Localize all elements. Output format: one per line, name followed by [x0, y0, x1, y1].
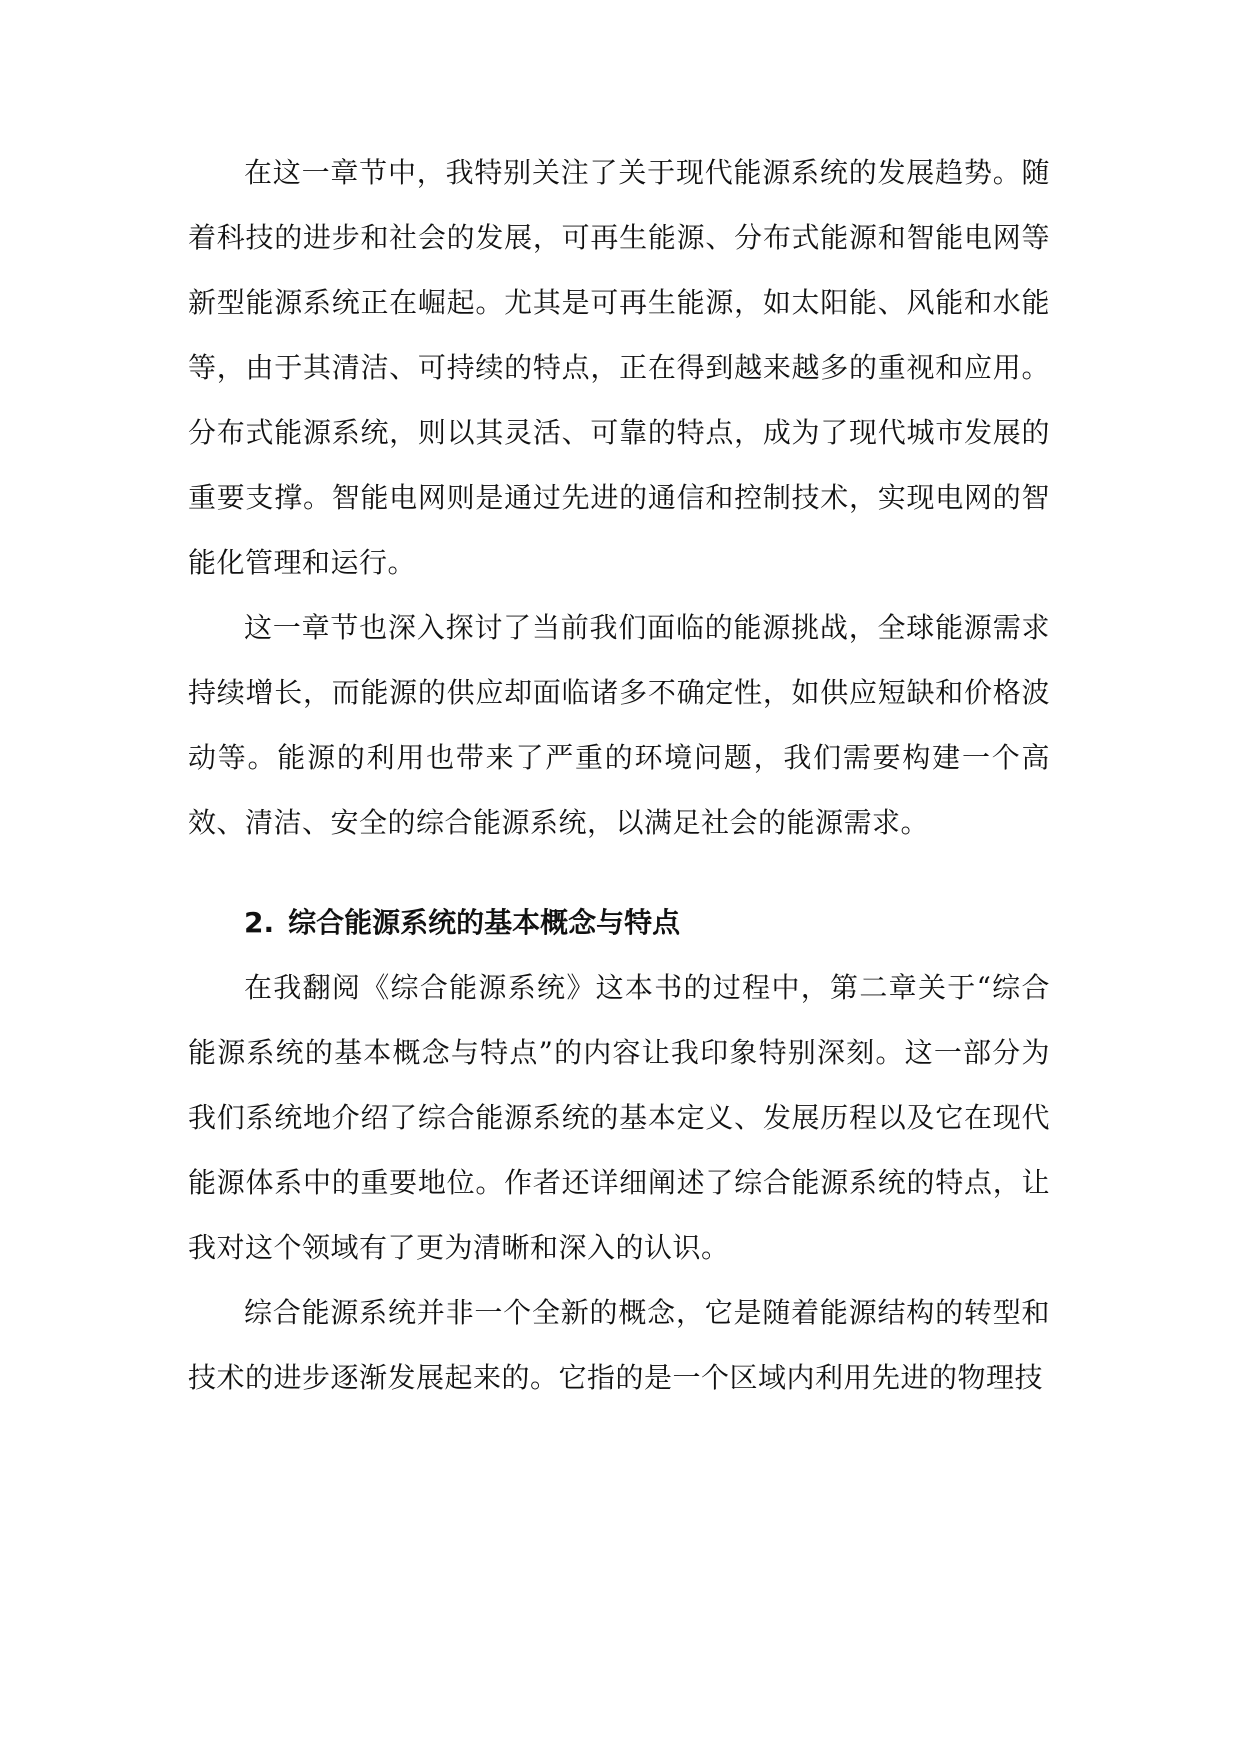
paragraph-energy-challenges: 这一章节也深入探讨了当前我们面临的能源挑战，全球能源需求持续增长，而能源的供应却面临诸多不确定性，如供应短缺和价格波动等。能源的利用也带来了严重的环境问题，我们需要构建一个高效、清洁、安全的综合能源系统，以满足社会的能源需求。	[188, 611, 1050, 839]
paragraph-modern-energy-trends: 在这一章节中，我特别关注了关于现代能源系统的发展趋势。随着科技的进步和社会的发展，可再生能源、分布式能源和智能电网等新型能源系统正在崛起。尤其是可再生能源，如太阳能、风能和水能等，由于其清洁、可持续的特点，正在得到越来越多的重视和应用。分布式能源系统，则以其灵活、可靠的特点，成为了现代城市发展的重要支撑。智能电网则是通过先进的通信和控制技术，实现电网的智能化管理和运行。	[188, 156, 1050, 579]
section-heading	[188, 890, 1050, 955]
section-title: 综合能源系统的基本概念与特点	[288, 906, 681, 939]
page-content	[188, 140, 1050, 1410]
section-number: 2.	[244, 906, 275, 939]
paragraph-chapter-two-impression: 在我翻阅《综合能源系统》这本书的过程中，第二章关于“综合能源系统的基本概念与特点”的内容让我印象特别深刻。这一部分为我们系统地介绍了综合能源系统的基本定义、发展历程以及它在现代能源体系中的重要地位。作者还详细阐述了综合能源系统的特点，让我对这个领域有了更为清晰和深入的认识。	[188, 971, 1050, 1264]
paragraph-concept-definition: 综合能源系统并非一个全新的概念，它是随着能源结构的转型和技术的进步逐渐发展起来的。它指的是一个区域内利用先进的物理技	[188, 1296, 1050, 1394]
